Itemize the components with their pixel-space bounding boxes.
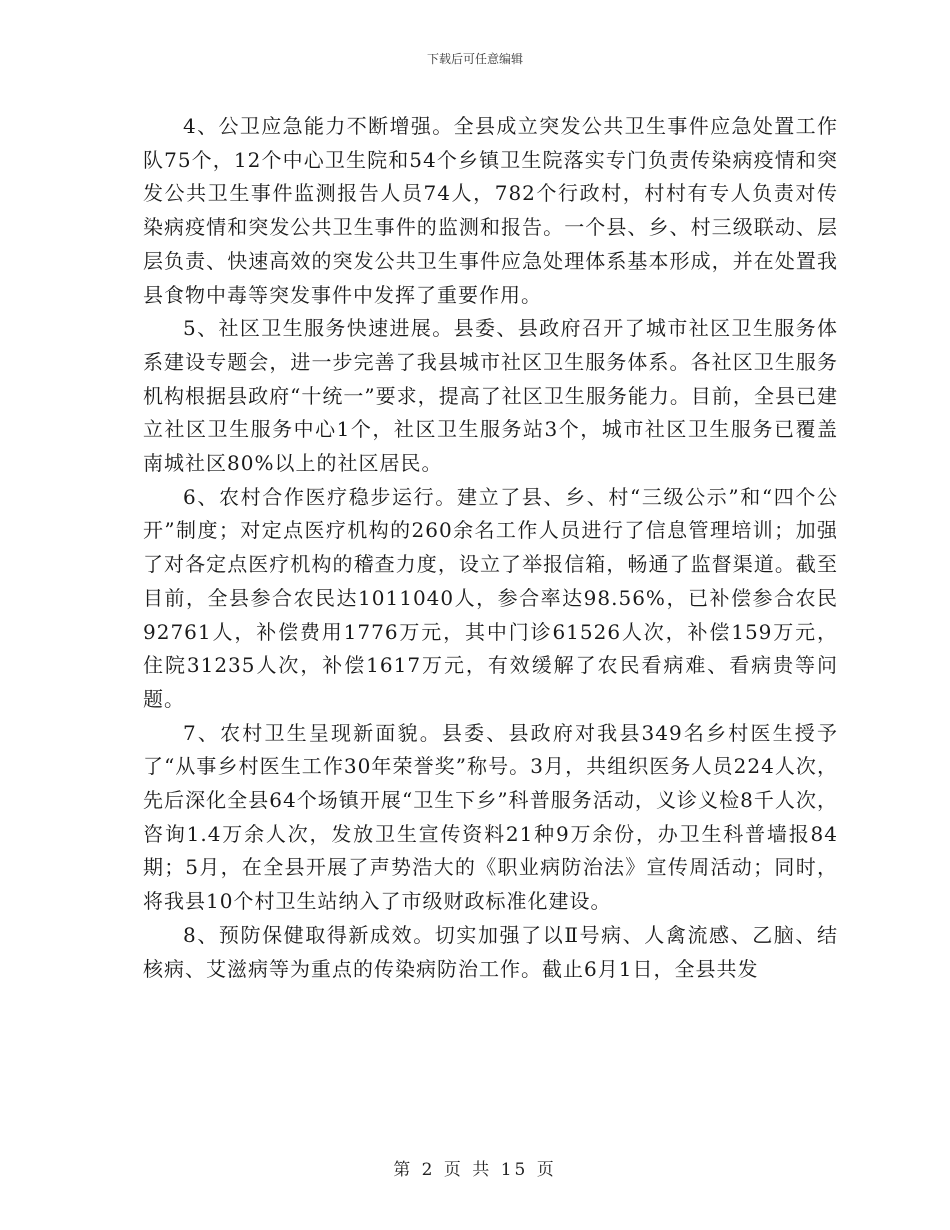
document-body xyxy=(143,110,838,986)
paragraph-rural-cooperative-medical: 6、农村合作医疗稳步运行。建立了县、乡、村“三级公示”和“四个公开”制度；对定点医疗机构的260余名工作人员进行了信息管理培训；加强了对各定点医疗机构的稽查力度，设立了举报信箱，畅通了监督渠道。截至目前，全县参合农民达1011040人，参合率达98.56%，已补偿参合农民92761人，补偿费用1776万元，其中门诊61526人次，补偿159万元，住院31235人次，补偿1617万元，有效缓解了农民看病难、看病贵等问题。 xyxy=(143,484,838,711)
paragraph-rural-health: 7、农村卫生呈现新面貌。县委、县政府对我县349名乡村医生授予了“从事乡村医生工作30年荣誉奖”称号。3月，共组织医务人员224人次，先后深化全县64个场镇开展“卫生下乡”科普服务活动，义诊义检8千人次，咨询1.4万余人次，发放卫生宣传资料21种9万余份，办卫生科普墙报84期；5月，在全县开展了声势浩大的《职业病防治法》宣传周活动；同时，将我县10个村卫生站纳入了市级财政标准化建设。 xyxy=(143,720,838,914)
paragraph-community-health: 5、社区卫生服务快速进展。县委、县政府召开了城市社区卫生服务体系建设专题会，进一步完善了我县城市社区卫生服务体系。各社区卫生服务机构根据县政府“十统一”要求，提高了社区卫生服务能力。目前，全县已建立社区卫生服务中心1个，社区卫生服务站3个，城市社区卫生服务已覆盖南城社区80%以上的社区居民。 xyxy=(143,316,838,476)
page-footer: 第 2 页 共 15 页 xyxy=(393,1160,557,1180)
paragraph-preventive-care: 8、预防保健取得新成效。切实加强了以Ⅱ号病、人禽流感、乙脑、结核病、艾滋病等为重点的传染病防治工作。截止6月1日，全县共发 xyxy=(143,922,838,981)
page-header: 下载后可任意编辑 xyxy=(426,52,523,66)
paragraph-public-health-emergency: 4、公卫应急能力不断增强。全县成立突发公共卫生事件应急处置工作队75个，12个中心卫生院和54个乡镇卫生院落实专门负责传染病疫情和突发公共卫生事件监测报告人员74人，782个行政村，村村有专人负责对传染病疫情和突发公共卫生事件的监测和报告。一个县、乡、村三级联动、层层负责、快速高效的突发公共卫生事件应急处理体系基本形成，并在处置我县食物中毒等突发事件中发挥了重要作用。 xyxy=(143,114,838,307)
